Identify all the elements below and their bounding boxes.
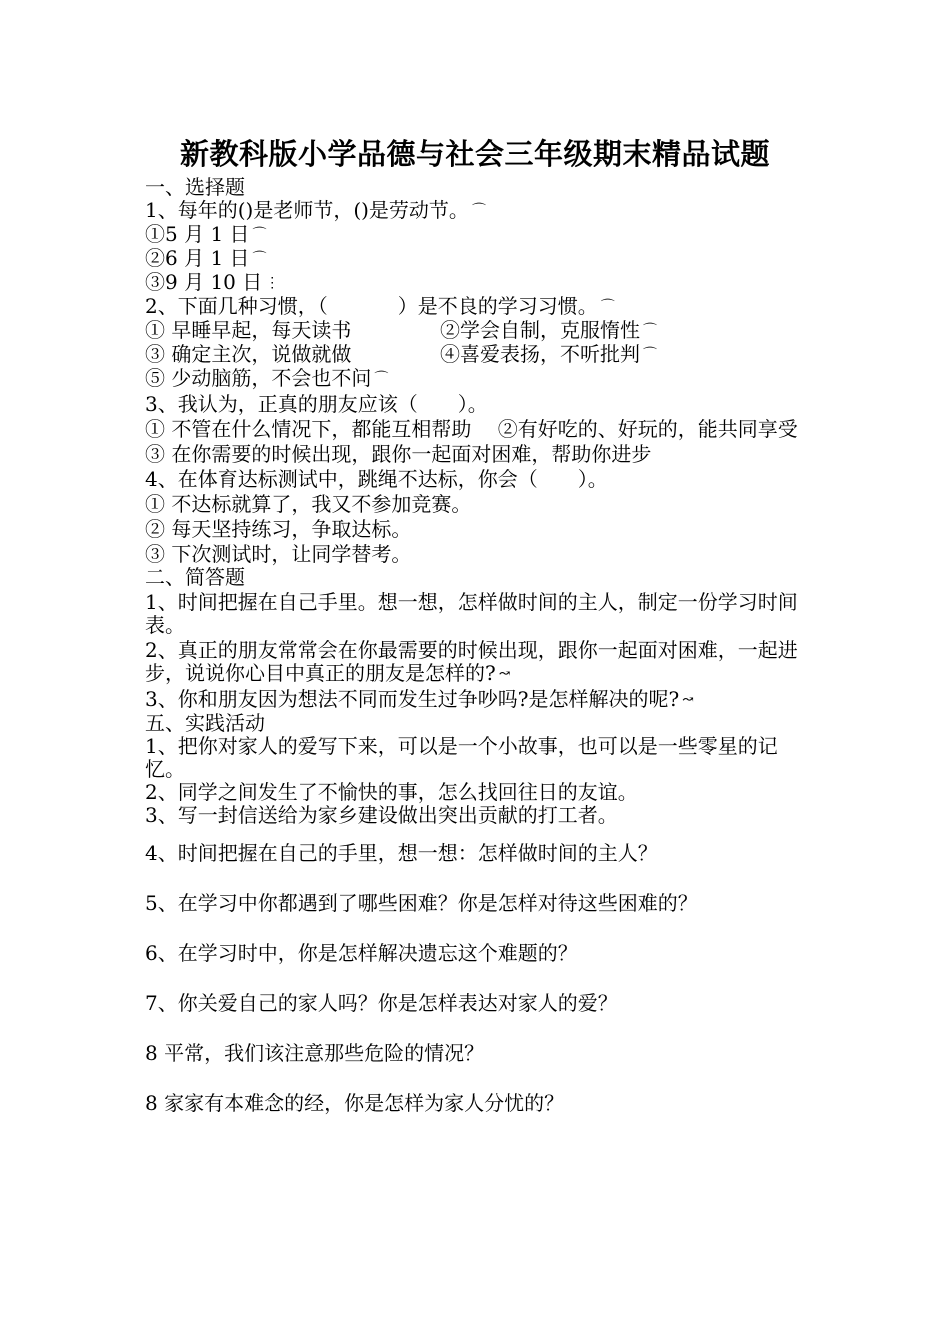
option-text: ②学会自制，克服惰性 xyxy=(440,318,640,342)
choice-q3-option: ③ 在你需要的时候出现，跟你一起面对困难，帮助你进步 xyxy=(145,442,652,466)
practice-q9: 8 家家有本难念的经，你是怎样为家人分忧的？ xyxy=(145,1091,565,1115)
practice-q7: 7、你关爱自己的家人吗？你是怎样表达对家人的爱？ xyxy=(145,991,618,1015)
short-q1: 1、时间把握在自己手里。想一想，怎样做时间的主人，制定一份学习时间表。 xyxy=(145,590,798,637)
bracket-mark-icon: ⌒ xyxy=(374,371,389,387)
option-cell xyxy=(440,319,657,343)
choice-q1-option xyxy=(145,223,815,247)
choice-q2-option xyxy=(145,367,815,391)
short-q3-text: 3、你和朋友因为想法不同而发生过争吵吗?是怎样解决的呢? xyxy=(145,687,680,711)
dots-mark-icon: ⋮ xyxy=(265,275,280,291)
choice-q4-option: ② 每天坚持练习，争取达标。 xyxy=(145,517,412,541)
choice-q4: 4、在体育达标测试中，跳绳不达标，你会（ ）。 xyxy=(145,467,608,491)
option-text: ④喜爱表扬，不听批判 xyxy=(440,342,640,366)
option-text: ③9 月 10 日 xyxy=(145,270,263,294)
choice-q3: 3、我认为，正真的朋友应该（ ）。 xyxy=(145,392,488,416)
choice-q3-options: ① 不管在什么情况下，都能互相帮助 ②有好吃的、好玩的，能共同享受 xyxy=(145,417,798,441)
choice-q1-option xyxy=(145,271,815,295)
option-cell xyxy=(440,343,657,367)
bracket-mark-icon: ⌒ xyxy=(643,347,657,363)
bracket-mark-icon: ⌒ xyxy=(471,203,486,219)
swirl-mark-icon: ↝ xyxy=(498,666,511,682)
choice-q4-option: ③ 下次测试时，让同学替考。 xyxy=(145,542,412,566)
document-body xyxy=(145,176,815,1115)
bracket-mark-icon: ⌒ xyxy=(600,299,615,315)
choice-q2-stem-start: 2、下面几种习惯，（ xyxy=(145,294,328,318)
bracket-mark-icon: ⌒ xyxy=(252,227,267,243)
choice-q2-options-row xyxy=(145,343,815,367)
practice-q1: 1、把你对家人的爱写下来，可以是一个小故事，也可以是一些零星的记忆。 xyxy=(145,734,778,781)
practice-q6: 6、在学习时中，你是怎样解决遗忘这个难题的？ xyxy=(145,941,578,965)
choice-q1-stem: 1、每年的()是老师节，()是劳动节。 xyxy=(145,198,469,222)
short-q2 xyxy=(145,639,815,686)
option-text: ① 早睡早起，每天读书 xyxy=(145,318,352,342)
bracket-mark-icon: ⌒ xyxy=(252,251,267,267)
section-heading-short: 二、简答题 xyxy=(145,565,245,589)
choice-q2-stem-end: ）是不良的学习习惯。 xyxy=(397,294,598,318)
option-text: ①5 月 1 日 xyxy=(145,222,250,246)
option-text: ③ 确定主次，说做就做 xyxy=(145,342,352,366)
short-q3 xyxy=(145,688,815,712)
bracket-mark-icon: ⌒ xyxy=(643,323,657,339)
choice-q1 xyxy=(145,199,815,223)
swirl-mark-icon: ↝ xyxy=(682,692,694,708)
practice-q2: 2、同学之间发生了不愉快的事，怎么找回往日的友谊。 xyxy=(145,780,638,804)
section-heading-practice: 五、实践活动 xyxy=(145,711,265,735)
short-q2-text: 2、真正的朋友常常会在你最需要的时候出现，跟你一起面对困难，一起进步，说说你心目中真正的朋友是怎样的? xyxy=(145,638,798,685)
choice-q1-option xyxy=(145,247,815,271)
practice-q5: 5、在学习中你都遇到了哪些困难？你是怎样对待这些困难的？ xyxy=(145,891,698,915)
option-text: ②6 月 1 日 xyxy=(145,246,250,270)
option-text: ⑤ 少动脑筋，不会也不问 xyxy=(145,366,372,390)
choice-q2 xyxy=(145,295,815,319)
choice-q2-options-row xyxy=(145,319,815,343)
practice-q3: 3、写一封信送给为家乡建设做出突出贡献的打工者。 xyxy=(145,803,618,827)
section-heading-choice: 一、选择题 xyxy=(145,175,245,199)
choice-q4-option: ① 不达标就算了，我又不参加竞赛。 xyxy=(145,492,472,516)
practice-q8: 8 平常，我们该注意那些危险的情况？ xyxy=(145,1041,485,1065)
page-title: 新教科版小学品德与社会三年级期末精品试题 xyxy=(179,137,770,171)
practice-q4: 4、时间把握在自己的手里，想一想：怎样做时间的主人？ xyxy=(145,841,658,865)
